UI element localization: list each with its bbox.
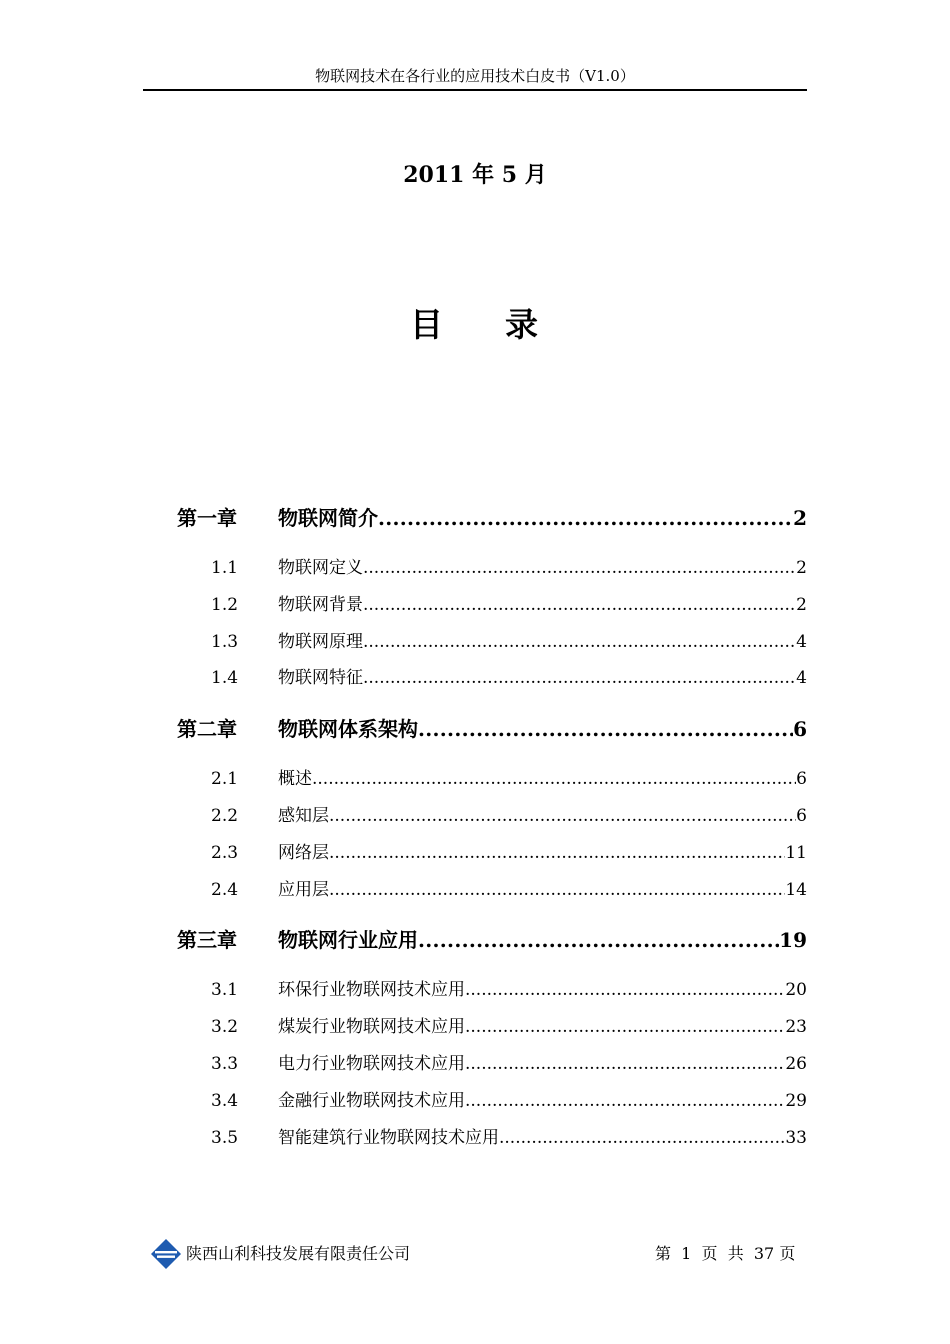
dot-leader	[465, 972, 785, 1009]
section-page-number: 23	[785, 1017, 807, 1038]
toc-section-entry[interactable]	[177, 1083, 807, 1120]
toc-heading-char-1: 目	[410, 305, 445, 344]
section-page-number: 2	[796, 558, 807, 578]
toc-section-entry[interactable]	[177, 587, 807, 624]
section-number: 2.3	[211, 842, 239, 863]
section-number: 3.2	[211, 1017, 239, 1038]
section-number: 3.1	[211, 980, 239, 1001]
chapter-title: 物联网简介	[278, 506, 378, 530]
toc-section-entry[interactable]	[177, 660, 807, 697]
section-title: 煤炭行业物联网技术应用	[278, 1017, 465, 1038]
chapter-page-number: 19	[779, 928, 807, 953]
section-title: 物联网背景	[278, 594, 363, 615]
dot-leader	[465, 1083, 785, 1120]
section-number: 3.4	[211, 1090, 239, 1111]
dot-leader	[329, 872, 785, 909]
dot-leader	[363, 660, 796, 697]
section-number: 2.2	[211, 805, 239, 826]
section-page-number: 29	[785, 1090, 807, 1111]
toc-section-entry[interactable]	[177, 1009, 807, 1046]
section-page-number: 4	[796, 631, 807, 652]
toc-heading-char-2: 录	[505, 305, 540, 344]
section-page-number: 2	[796, 594, 807, 615]
section-title: 概述	[278, 769, 312, 790]
toc-section-entry[interactable]	[177, 550, 807, 587]
section-number: 1.1	[211, 558, 239, 578]
section-number: 1.4	[211, 668, 239, 689]
toc-section-entry[interactable]	[177, 1120, 807, 1157]
section-number: 1.2	[211, 594, 239, 615]
chapter-title: 物联网行业应用	[278, 928, 418, 953]
chapter-number: 第二章	[177, 717, 237, 742]
chapter-page-number: 2	[793, 506, 807, 530]
toc-section-entry[interactable]	[177, 1046, 807, 1083]
section-page-number: 11	[785, 842, 807, 863]
section-title: 物联网原理	[278, 631, 363, 652]
document-date: 2011 年 5 月	[403, 162, 547, 188]
section-title: 物联网特征	[278, 668, 363, 689]
toc-section-entry[interactable]	[177, 835, 807, 872]
toc-chapter	[177, 711, 807, 908]
toc-heading	[0, 300, 950, 350]
page-header	[143, 66, 807, 91]
dot-leader	[363, 550, 796, 587]
dot-leader	[312, 761, 796, 798]
section-title: 电力行业物联网技术应用	[278, 1053, 465, 1074]
page-indicator: 第 1 页 共 37 页	[655, 1244, 796, 1263]
section-number: 2.4	[211, 879, 239, 900]
table-of-contents	[177, 500, 807, 1170]
dot-leader	[418, 922, 779, 958]
company-name: 陕西山利科技发展有限责任公司	[186, 1244, 411, 1263]
section-number: 1.3	[211, 631, 239, 652]
toc-section-entry[interactable]	[177, 624, 807, 661]
section-title: 智能建筑行业物联网技术应用	[278, 1127, 499, 1148]
toc-chapter-entry[interactable]	[177, 711, 807, 747]
section-number: 2.1	[211, 769, 239, 790]
dot-leader	[329, 798, 796, 835]
section-number: 3.3	[211, 1053, 239, 1074]
section-title: 物联网定义	[278, 558, 363, 578]
section-number: 3.5	[211, 1127, 239, 1148]
page-footer	[150, 1238, 810, 1270]
dot-leader	[465, 1009, 785, 1046]
section-page-number: 33	[785, 1127, 807, 1148]
toc-section-entry[interactable]	[177, 761, 807, 798]
toc-section-entry[interactable]	[177, 798, 807, 835]
dot-leader	[465, 1046, 785, 1083]
chapter-number: 第一章	[177, 506, 237, 530]
section-title: 网络层	[278, 842, 329, 863]
section-page-number: 14	[785, 879, 807, 900]
chapter-page-number: 6	[793, 717, 807, 742]
chapter-title: 物联网体系架构	[278, 717, 418, 742]
toc-section-entry[interactable]	[177, 972, 807, 1009]
dot-leader	[329, 835, 785, 872]
dot-leader	[499, 1120, 785, 1157]
section-page-number: 6	[796, 805, 807, 826]
toc-chapter-entry[interactable]	[177, 500, 807, 536]
dot-leader	[378, 500, 793, 536]
chapter-number: 第三章	[177, 928, 237, 953]
section-title: 环保行业物联网技术应用	[278, 980, 465, 1001]
section-page-number: 26	[785, 1053, 807, 1074]
document-title: 物联网技术在各行业的应用技术白皮书（V1.0）	[315, 67, 635, 85]
toc-chapter-entry[interactable]	[177, 922, 807, 958]
toc-chapter	[177, 922, 807, 1156]
dot-leader	[363, 624, 796, 661]
section-title: 金融行业物联网技术应用	[278, 1090, 465, 1111]
section-title: 应用层	[278, 879, 329, 900]
dot-leader	[363, 587, 796, 624]
section-page-number: 6	[796, 769, 807, 790]
dot-leader	[418, 711, 793, 747]
section-page-number: 20	[785, 980, 807, 1001]
section-page-number: 4	[796, 668, 807, 689]
section-title: 感知层	[278, 805, 329, 826]
company-logo-icon	[150, 1238, 182, 1270]
toc-chapter	[177, 500, 807, 697]
toc-section-entry[interactable]	[177, 872, 807, 909]
